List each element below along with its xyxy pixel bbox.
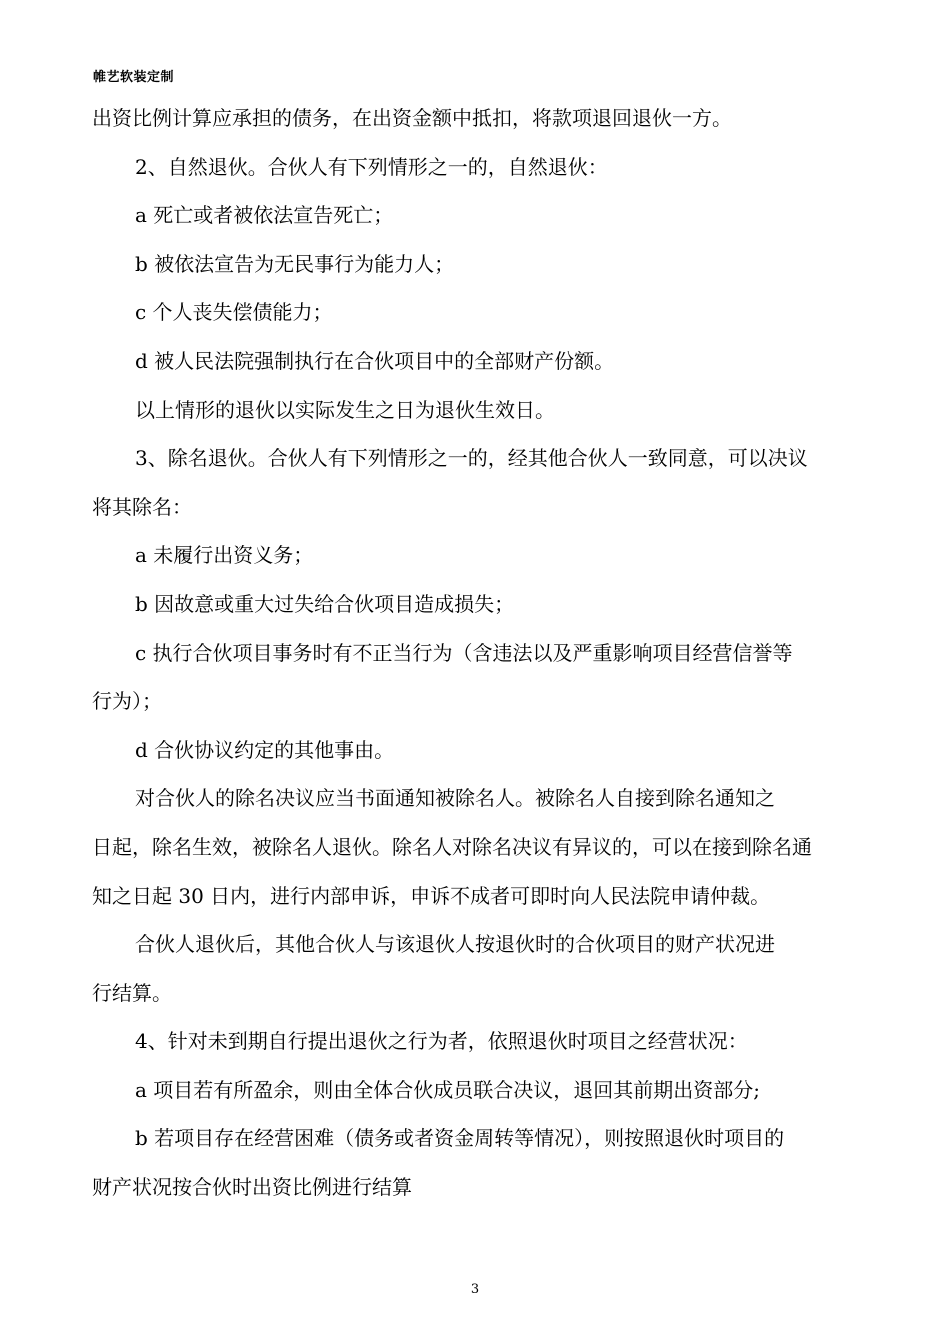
text-line: 合伙人退伙后，其他合伙人与该退伙人按退伙时的合伙项目的财产状况进: [135, 932, 775, 957]
document-header: 帷艺软装定制: [93, 70, 175, 85]
text-line: 3、除名退伙。合伙人有下列情形之一的，经其他合伙人一致同意，可以决议: [135, 446, 808, 471]
text-line: 知之日起 30 日内，进行内部申诉，申诉不成者可即时向人民法院申请仲裁。: [92, 883, 771, 908]
text-line: 行结算。: [92, 980, 172, 1005]
text-line: c 执行合伙项目事务时有不正当行为（含违法以及严重影响项目经营信誉等: [135, 640, 793, 665]
text-line: b 若项目存在经营困难（债务或者资金周转等情况），则按照退伙时项目的: [135, 1126, 785, 1151]
text-line: 财产状况按合伙时出资比例进行结算: [92, 1175, 412, 1200]
page-number: 3: [470, 1282, 480, 1297]
text-line: b 因故意或重大过失给合伙项目造成损失；: [135, 591, 515, 616]
text-line: 行为）；: [92, 689, 162, 714]
text-line: c 个人丧失偿债能力；: [135, 300, 333, 325]
text-line: 出资比例计算应承担的债务，在出资金额中抵扣，将款项退回退伙一方。: [92, 106, 732, 130]
text-line: a 项目若有所盈余，则由全体合伙成员联合决议，退回其前期出资部分;: [135, 1077, 761, 1102]
text-line: 将其除名：: [92, 494, 192, 519]
text-line: a 死亡或者被依法宣告死亡；: [135, 203, 394, 228]
text-line: d 被人民法院强制执行在合伙项目中的全部财产份额。: [135, 348, 615, 373]
text-line: d 合伙协议约定的其他事由。: [135, 737, 395, 762]
document-body: [92, 94, 862, 1212]
text-line: 2、自然退伙。合伙人有下列情形之一的，自然退伙：: [135, 154, 608, 179]
text-line: 4、针对未到期自行提出退伙之行为者，依照退伙时项目之经营状况：: [135, 1029, 748, 1054]
text-line: 日起，除名生效，被除名人退伙。除名人对除名决议有异议的，可以在接到除名通: [92, 834, 812, 859]
text-line: a 未履行出资义务；: [135, 543, 314, 568]
text-line: b 被依法宣告为无民事行为能力人；: [135, 251, 455, 276]
text-line: 以上情形的退伙以实际发生之日为退伙生效日。: [135, 397, 555, 422]
text-line: 对合伙人的除名决议应当书面通知被除名人。被除名人自接到除名通知之: [135, 786, 775, 811]
